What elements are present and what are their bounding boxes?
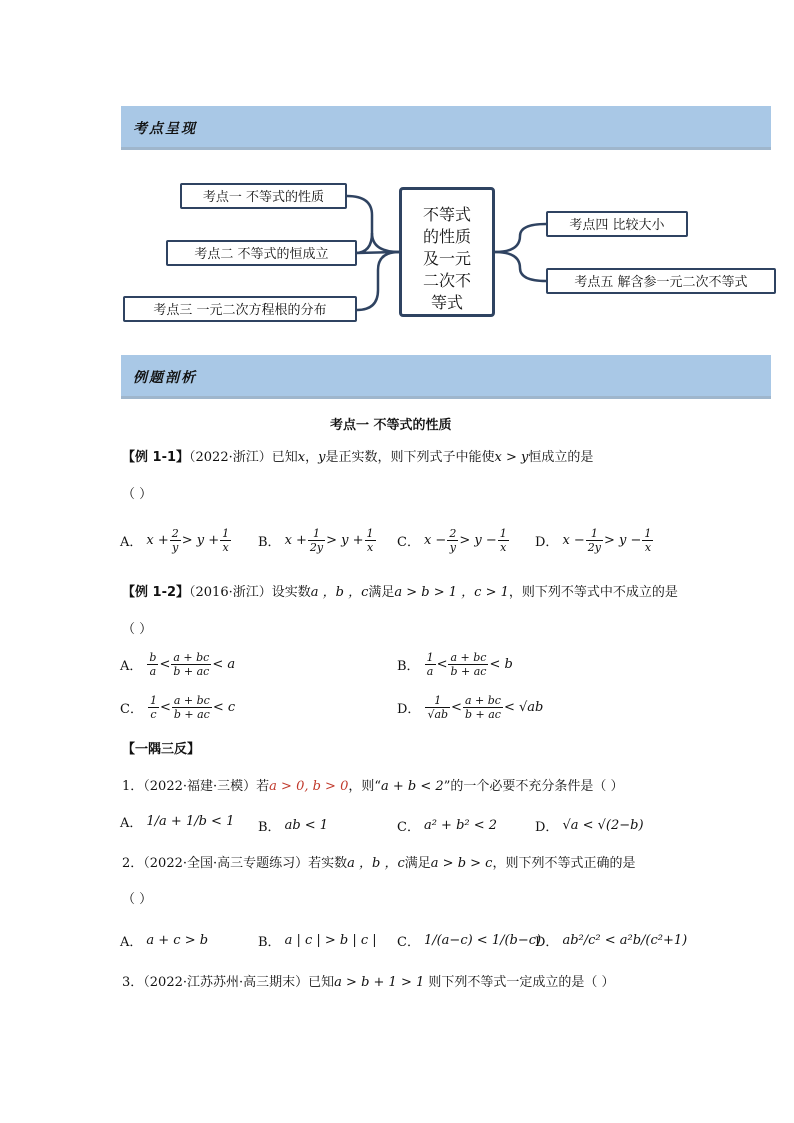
mindmap-node-topic5: 考点五 解含参一元二次不等式 <box>546 268 776 294</box>
stem-text: ，则下列不等式中不成立的是 <box>508 585 678 600</box>
frac-den: c <box>150 708 157 721</box>
option-b <box>258 931 377 950</box>
connector-left-2 <box>372 233 399 252</box>
frac-num: 1 <box>222 527 230 540</box>
example-1-2-stem <box>122 581 678 600</box>
frac-num: 1 <box>308 527 325 541</box>
option-c <box>397 527 510 554</box>
answer-blank: （ ） <box>122 622 153 637</box>
frac-num: b <box>149 651 157 664</box>
frac-den: a <box>149 665 157 678</box>
condition: a > 0, b > 0 <box>269 779 349 794</box>
option-label: C． <box>120 702 143 717</box>
question-source: （2022·全国·高三专题练习） <box>143 856 309 871</box>
option-b <box>258 816 328 835</box>
question-number: 3． <box>122 975 144 990</box>
answer-blank: （ ） <box>122 892 153 907</box>
section-title-overview: 考点呈现 <box>133 121 197 137</box>
frac-den: y <box>172 541 179 554</box>
option-a <box>120 931 208 950</box>
center-line-4: 二次不 <box>422 271 471 290</box>
frac-den: x <box>644 541 652 554</box>
stem-text: 已知 <box>271 450 298 465</box>
connector-right-2 <box>495 252 546 281</box>
practice-q2-stem <box>122 852 635 871</box>
frac-num: a + bc <box>173 694 210 707</box>
option-label: D． <box>535 535 559 550</box>
frac-num: a + bc <box>450 651 487 664</box>
variables: a ，b ，c <box>310 585 369 600</box>
option-d <box>535 527 654 554</box>
option-expr: a | c | > b | c | <box>284 933 377 948</box>
option-c: C． $\frac{1}{c}$ < $\frac{a + bc}{b + ac}$ < c <box>120 694 236 721</box>
expr-part: < c <box>212 700 236 715</box>
quoted-condition: a + b < 2 <box>381 779 444 794</box>
option-label: C． <box>397 935 420 950</box>
option-b <box>258 527 377 554</box>
condition: a > b > 1 ，c > 1 <box>394 585 509 600</box>
option-expr: 1/(a−c) < 1/(b−c) <box>423 933 542 948</box>
stem-text: 是正实数，则下列式子中能使 <box>325 450 495 465</box>
option-d: D． $\frac{1}{√ab}$ < $\frac{a + bc}{b + ac}$ < √ab <box>397 694 544 721</box>
frac-den: 2y <box>309 541 324 554</box>
stem-text: 则下列不等式一定成立的是（ ） <box>424 975 615 990</box>
option-label: B． <box>258 820 281 835</box>
center-line-5: 等式 <box>430 293 463 312</box>
option-a <box>120 527 232 554</box>
stem-text: 满足 <box>368 585 395 600</box>
section-title-examples: 例题剖析 <box>133 370 197 386</box>
option-expr: a + c > b <box>146 933 209 948</box>
frac-num: 1 <box>586 527 603 541</box>
expr-part: > y − <box>459 533 497 548</box>
separator: ， <box>305 450 319 465</box>
option-label: D． <box>535 820 559 835</box>
option-expr: ab < 1 <box>284 818 329 833</box>
center-line-1: 不等式 <box>422 205 471 224</box>
example-source: （2016·浙江） <box>189 585 272 600</box>
frac-num: 1 <box>425 694 450 708</box>
mindmap-node-topic1: 考点一 不等式的性质 <box>180 183 347 209</box>
stem-text: 设实数 <box>271 585 311 600</box>
frac-den: x <box>366 541 374 554</box>
option-label: A． <box>120 935 143 950</box>
frac-den: y <box>449 541 456 554</box>
frac-num: 1 <box>366 527 374 540</box>
option-expr: a² + b² < 2 <box>423 818 498 833</box>
condition: x > y <box>494 450 529 465</box>
option-label: D． <box>535 935 559 950</box>
stem-text: ，则下列不等式正确的是 <box>492 856 636 871</box>
practice-q3-stem <box>122 971 615 990</box>
question-number: 1． <box>122 779 144 794</box>
frac-num: 2 <box>449 527 457 540</box>
mindmap-center-node <box>399 187 495 317</box>
expr-part: > y − <box>604 533 642 548</box>
mindmap-node-topic4: 考点四 比较大小 <box>546 211 688 237</box>
option-label: B． <box>397 659 420 674</box>
connector-right-1 <box>495 224 546 252</box>
stem-text: 恒成立的是 <box>528 450 594 465</box>
var-y: y <box>318 450 326 465</box>
mindmap-node-topic3: 考点三 一元二次方程根的分布 <box>123 296 357 322</box>
frac-den: x <box>500 541 507 554</box>
frac-num: 1 <box>644 527 652 540</box>
option-label: A． <box>120 816 143 831</box>
expr-part: x + <box>146 533 169 548</box>
expr-part: < √ab <box>503 700 544 715</box>
option-a: A． $\frac{b}{a}$ < $\frac{a + bc}{b + ac}$ < a <box>120 651 236 678</box>
stem-text: 满足 <box>404 856 431 871</box>
connector-left-4 <box>357 252 399 310</box>
frac-num: 1 <box>426 651 434 664</box>
option-c <box>397 816 497 835</box>
example-tag: 【例 1-1】 <box>122 450 190 465</box>
stem-text: 已知 <box>308 975 335 990</box>
mindmap-node-topic2: 考点二 不等式的恒成立 <box>166 240 357 266</box>
example-tag: 【例 1-2】 <box>122 585 190 600</box>
stem-text: 若 <box>256 779 270 794</box>
option-label: A． <box>120 659 143 674</box>
example-source: （2022·浙江） <box>189 450 272 465</box>
answer-blank: （ ） <box>122 487 153 502</box>
option-b: B． $\frac{1}{a}$ < $\frac{a + bc}{b + ac}$ < b <box>397 651 513 678</box>
example-1-1-stem <box>122 446 593 465</box>
option-d <box>535 931 687 950</box>
option-c <box>397 931 541 950</box>
variables: a ，b ，c <box>347 856 405 871</box>
option-label: D． <box>397 702 421 717</box>
condition: a > b > c <box>430 856 493 871</box>
center-line-2: 的性质 <box>422 227 471 246</box>
option-expr: ab²/c² < a²b/(c²+1) <box>562 933 688 948</box>
option-a <box>120 812 234 831</box>
expr-part: x − <box>562 533 585 548</box>
frac-den: √ab <box>427 708 449 721</box>
expr-part: < b <box>489 657 513 672</box>
frac-den: b + ac <box>173 708 210 721</box>
expr-part: > y + <box>181 533 220 548</box>
frac-num: a + bc <box>464 694 501 707</box>
center-line-3: 及一元 <box>422 249 471 268</box>
expr-part: x − <box>423 533 447 548</box>
expr-part: < a <box>212 657 236 672</box>
condition: a > b + 1 > 1 <box>334 975 425 990</box>
frac-den: a <box>426 665 434 678</box>
option-expr: 1/a + 1/b < 1 <box>146 814 235 829</box>
section-banner-examples <box>121 355 771 399</box>
option-label: A． <box>120 535 143 550</box>
expr-part: x + <box>284 533 307 548</box>
frac-den: b + ac <box>450 665 487 678</box>
frac-num: 2 <box>171 527 179 540</box>
question-source: （2022·江苏苏州·高三期末） <box>143 975 309 990</box>
practice-heading: 【一隅三反】 <box>122 742 201 757</box>
frac-den: b + ac <box>464 708 501 721</box>
question-number: 2． <box>122 856 144 871</box>
expr-part: > y + <box>326 533 364 548</box>
option-d <box>535 816 644 835</box>
stem-text: ”的一个必要不充分条件是（ ） <box>443 779 624 794</box>
frac-num: 1 <box>499 527 507 540</box>
frac-num: 1 <box>149 694 157 707</box>
topic1-heading: 考点一 不等式的性质 <box>330 418 452 433</box>
frac-den: x <box>222 541 229 554</box>
practice-q1-stem <box>122 775 623 794</box>
option-label: B． <box>258 535 281 550</box>
option-expr: √a < √(2−b) <box>562 818 644 833</box>
frac-den: b + ac <box>173 665 210 678</box>
frac-num: a + bc <box>173 651 210 664</box>
option-label: C． <box>397 535 420 550</box>
question-source: （2022·福建·三模） <box>143 779 257 794</box>
stem-text: 若实数 <box>308 856 348 871</box>
frac-den: 2y <box>587 541 602 554</box>
option-label: C． <box>397 820 420 835</box>
var-x: x <box>297 450 306 465</box>
stem-text: ，则“ <box>348 779 382 794</box>
option-label: B． <box>258 935 281 950</box>
